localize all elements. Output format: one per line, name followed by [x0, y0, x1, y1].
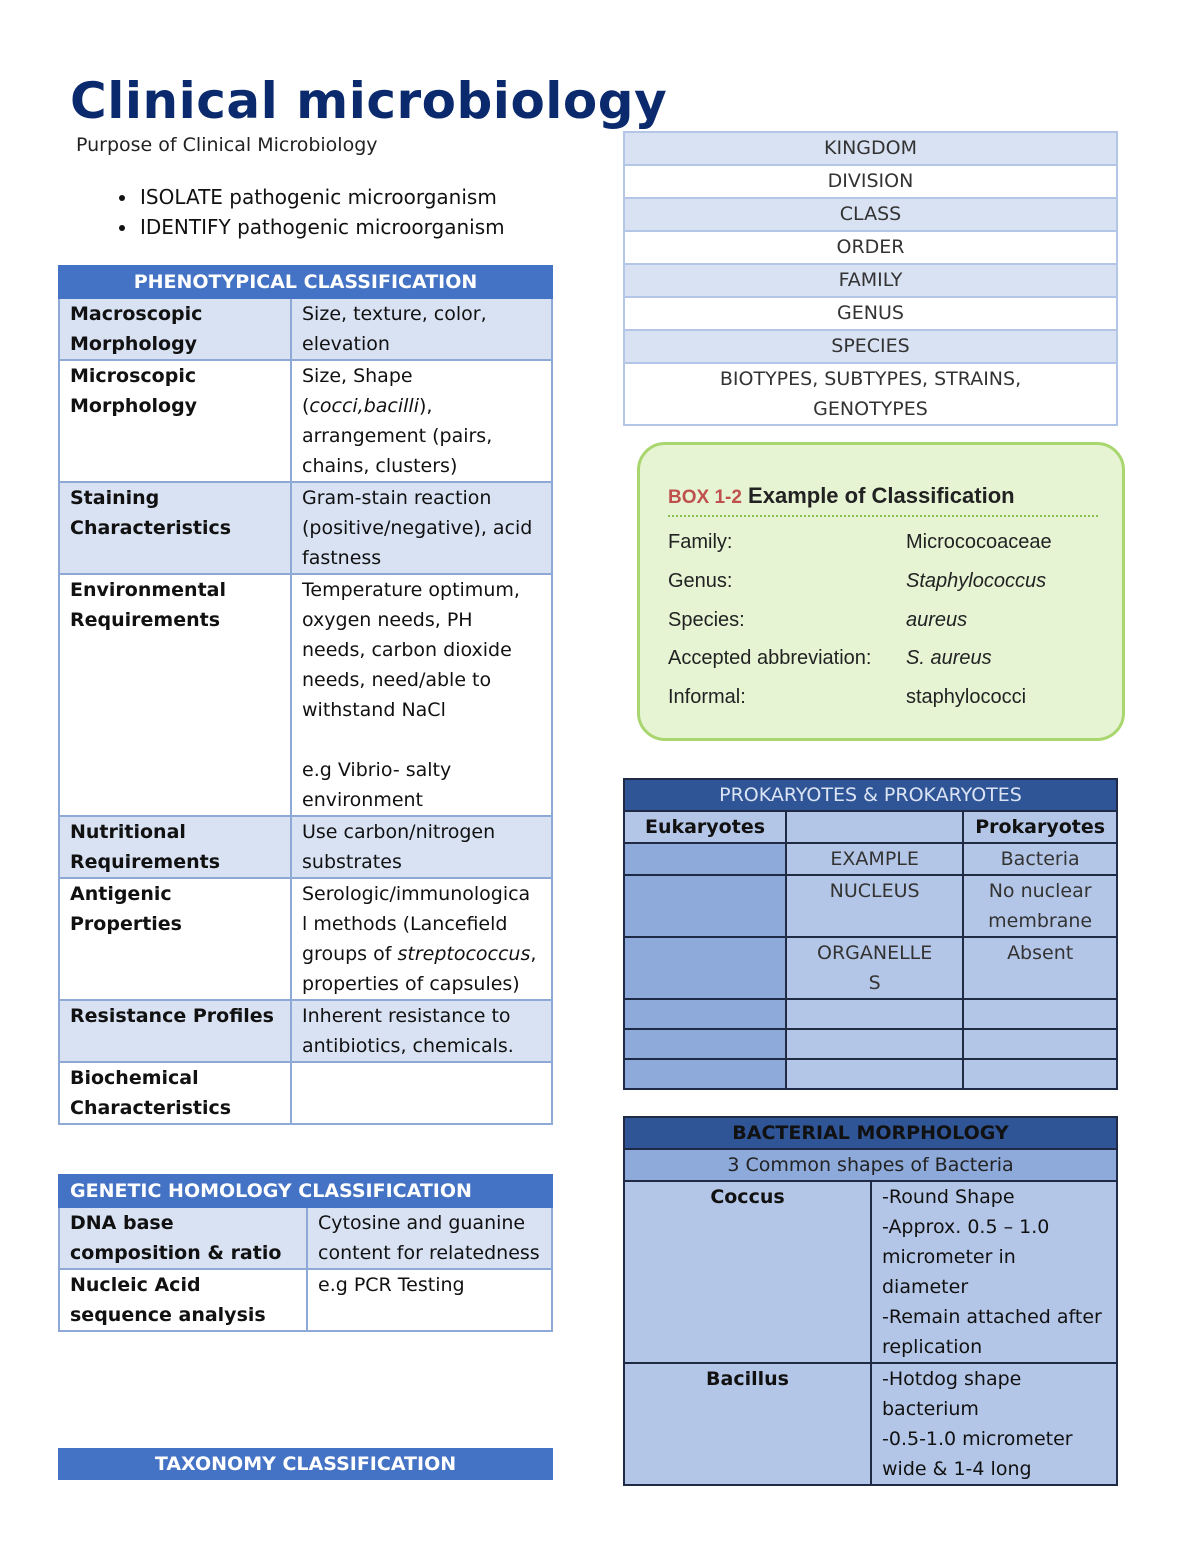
- box-value: Micrococoaceae: [906, 531, 1052, 553]
- table-cell: [786, 1059, 963, 1089]
- row-value: Inherent resistance to antibiotics, chemicals.: [291, 1000, 552, 1062]
- row-value: e.g PCR Testing: [307, 1269, 552, 1331]
- table-cell: Absent: [963, 937, 1117, 999]
- table-header: PROKARYOTES & PROKARYOTES: [624, 779, 1117, 811]
- row-value: Use carbon/nitrogen substrates: [291, 816, 552, 878]
- table-header: PHENOTYPICAL CLASSIFICATION: [59, 266, 552, 298]
- value-italic: cocci,bacilli: [309, 395, 419, 417]
- column-header-middle: [786, 811, 963, 843]
- table-cell: [624, 843, 786, 875]
- purpose-heading: Purpose of Clinical Microbiology: [76, 134, 378, 156]
- table-cell: NUCLEUS: [786, 875, 963, 937]
- list-item: • IDENTIFY pathogenic microorganism: [138, 212, 505, 242]
- row-value: [291, 878, 552, 1000]
- box-tag: BOX 1-2: [668, 487, 742, 508]
- rank-cell: BIOTYPES, SUBTYPES, STRAINS, GENOTYPES: [624, 363, 1117, 425]
- box-key: Species:: [668, 609, 745, 631]
- table-cell: Bacteria: [963, 843, 1117, 875]
- column-header-prokaryotes: Prokaryotes: [963, 811, 1117, 843]
- table-row: [624, 1059, 1117, 1089]
- box-key: Genus:: [668, 570, 733, 592]
- table-cell: [963, 1029, 1117, 1059]
- table-row: [624, 165, 1117, 198]
- table-subheader: 3 Common shapes of Bacteria: [624, 1149, 1117, 1181]
- shape-description: [871, 1181, 1117, 1363]
- value-italic: streptococcus: [397, 943, 531, 965]
- table-row: [624, 999, 1117, 1029]
- table-cell: ORGANELLE S: [786, 937, 963, 999]
- description-line: -Hotdog shape bacterium: [882, 1368, 1022, 1420]
- table-cell: [963, 1059, 1117, 1089]
- table-cell: [624, 1059, 786, 1089]
- box-key: Family:: [668, 531, 733, 553]
- row-label: Nutritional Requirements: [59, 816, 291, 878]
- rank-cell: SPECIES: [624, 330, 1117, 363]
- table-row: [59, 1269, 552, 1331]
- column-header-eukaryotes: Eukaryotes: [624, 811, 786, 843]
- table-cell: EXAMPLE: [786, 843, 963, 875]
- table-cell: [624, 875, 786, 937]
- table-row: [624, 297, 1117, 330]
- box-heading: [668, 483, 1015, 509]
- table-cell: [786, 1029, 963, 1059]
- table-row: [624, 363, 1117, 425]
- row-value: [291, 574, 552, 816]
- row-value: Cytosine and guanine content for relatedness: [307, 1207, 552, 1269]
- table-cell: [786, 999, 963, 1029]
- table-row: [59, 1207, 552, 1269]
- table-row: [624, 875, 1117, 937]
- table-row: [624, 198, 1117, 231]
- row-value: Gram-stain reaction (positive/negative), acid fastness: [291, 482, 552, 574]
- table-row: [624, 811, 1117, 843]
- row-label: Staining Characteristics: [59, 482, 291, 574]
- value-text: , properties of capsules): [302, 943, 537, 995]
- table-row: [624, 330, 1117, 363]
- table-row: [624, 1029, 1117, 1059]
- rank-cell: GENUS: [624, 297, 1117, 330]
- box-value: aureus: [906, 609, 968, 631]
- value-example: e.g Vibrio- salty environment: [302, 759, 452, 811]
- box-value: staphylococci: [906, 686, 1027, 708]
- dotted-divider: [668, 515, 1098, 517]
- table-row: [59, 298, 552, 360]
- value-text: Size, Shape (: [302, 365, 413, 417]
- description-line: -Round Shape: [882, 1186, 1015, 1208]
- row-label: Macroscopic Morphology: [59, 298, 291, 360]
- table-row: [59, 1062, 552, 1124]
- purpose-list: [104, 182, 505, 242]
- value-text: Temperature optimum, oxygen needs, PH needs, carbon dioxide needs, need/able to withstand NaCl: [302, 579, 520, 721]
- list-item: • ISOLATE pathogenic microorganism: [138, 182, 505, 212]
- table-row: [624, 843, 1117, 875]
- table-row: [624, 231, 1117, 264]
- table-row: [624, 937, 1117, 999]
- rank-cell: KINGDOM: [624, 132, 1117, 165]
- rank-cell: FAMILY: [624, 264, 1117, 297]
- table-row: [624, 1181, 1117, 1363]
- rank-cell: CLASS: [624, 198, 1117, 231]
- shape-description: [871, 1363, 1117, 1485]
- description-line: -Approx. 0.5 – 1.0 micrometer in diameter: [882, 1216, 1050, 1298]
- box-value: S. aureus: [906, 647, 992, 669]
- rank-cell: ORDER: [624, 231, 1117, 264]
- row-label: Nucleic Acid sequence analysis: [59, 1269, 307, 1331]
- genetic-table: [58, 1174, 553, 1332]
- shape-label: Coccus: [624, 1181, 871, 1363]
- table-cell: [624, 1029, 786, 1059]
- table-cell: [963, 999, 1117, 1029]
- box-key: Accepted abbreviation:: [668, 647, 872, 669]
- value-text: ), arrangement (pairs, chains, clusters): [302, 395, 493, 477]
- table-row: [59, 574, 552, 816]
- row-value: Size, texture, color, elevation: [291, 298, 552, 360]
- description-line: -Remain attached after replication: [882, 1306, 1102, 1358]
- classification-example-box: [637, 442, 1125, 741]
- table-row: [59, 482, 552, 574]
- shape-label: Bacillus: [624, 1363, 871, 1485]
- value-text: Serologic/immunologica l methods (Lancefield groups of: [302, 883, 531, 965]
- taxonomy-hierarchy-table: [623, 131, 1118, 426]
- bacterial-morphology-table: [623, 1116, 1118, 1486]
- row-label: Biochemical Characteristics: [59, 1062, 291, 1124]
- row-value: [291, 1062, 552, 1124]
- box-key: Informal:: [668, 686, 746, 708]
- phenotypical-table: [58, 265, 553, 1125]
- row-label: Antigenic Properties: [59, 878, 291, 1000]
- prokaryotes-table: [623, 778, 1118, 1090]
- row-label: Resistance Profiles: [59, 1000, 291, 1062]
- description-line: -0.5-1.0 micrometer wide & 1-4 long: [882, 1428, 1073, 1480]
- box-title: Example of Classification: [748, 483, 1015, 508]
- page-title: Clinical microbiology: [70, 72, 668, 130]
- table-row: [624, 264, 1117, 297]
- row-value: [291, 360, 552, 482]
- row-label: DNA base composition & ratio: [59, 1207, 307, 1269]
- row-label: Microscopic Morphology: [59, 360, 291, 482]
- row-label: Environmental Requirements: [59, 574, 291, 816]
- table-row: [624, 1363, 1117, 1485]
- table-cell: No nuclear membrane: [963, 875, 1117, 937]
- table-header: BACTERIAL MORPHOLOGY: [624, 1117, 1117, 1149]
- table-row: [624, 132, 1117, 165]
- table-header: GENETIC HOMOLOGY CLASSIFICATION: [59, 1175, 552, 1207]
- taxonomy-header: TAXONOMY CLASSIFICATION: [58, 1448, 553, 1480]
- box-value: Staphylococcus: [906, 570, 1047, 592]
- table-cell: [624, 937, 786, 999]
- table-row: [59, 360, 552, 482]
- table-cell: [624, 999, 786, 1029]
- table-row: [59, 878, 552, 1000]
- table-row: [59, 816, 552, 878]
- rank-cell: DIVISION: [624, 165, 1117, 198]
- table-row: [59, 1000, 552, 1062]
